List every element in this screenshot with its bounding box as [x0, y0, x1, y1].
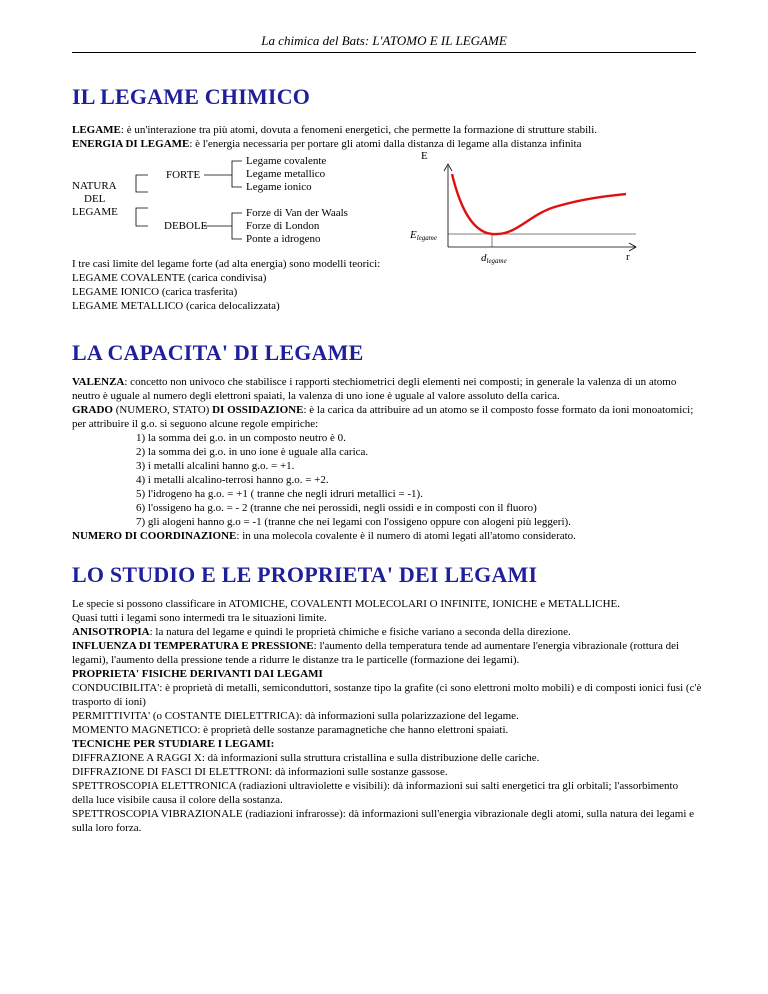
rule-item: 7) gli alogeni hanno g.o = -1 (tranne che nei legami con l'ossigeno oppure con alogeni più leggeri).	[136, 516, 571, 528]
rule-item: 3) i metalli alcalini hanno g.o. = +1.	[136, 460, 295, 472]
def-energia-legame: : è l'energia necessaria per portare gli atomi dalla distanza di legame alla distanza infinita	[189, 138, 582, 150]
section-title-legame-chimico: IL LEGAME CHIMICO	[72, 84, 311, 109]
tree-weak-item: Ponte a idrogeno	[246, 233, 321, 245]
capacity-block	[72, 375, 702, 543]
definitions-block	[72, 123, 702, 151]
rule-item: 4) i metalli alcalino-terrosi hanno g.o. = +2.	[136, 474, 329, 486]
def-influenza: : l'aumento della temperatura tende ad aumentare l'energia vibrazionale (rottura dei legami), l'aumento della pressione tende a ridurre le distanze tra le particelle (formazione dei legami).	[72, 640, 680, 666]
limit-line: LEGAME IONICO (carica trasferita)	[72, 286, 238, 298]
def-valenza: : concetto non univoco che stabilisce i rapporti stechiometrici degli elementi nei composti; in generale la valenza di un atomo neutro è uguale al numero degli elettroni spaiati, la valenza di uno ione è uguale al valore assoluto della carica.	[72, 376, 677, 402]
term-legame: LEGAME	[72, 124, 121, 136]
term-anisotropia: ANISOTROPIA	[72, 626, 150, 638]
rule-item: 5) l'idrogeno ha g.o. = +1 ( tranne che negli idruri metallici = -1).	[136, 488, 423, 500]
technique-line: SPETTROSCOPIA VIBRAZIONALE (radiazioni infrarosse): dà informazioni sull'energia vibrazionale degli atomi, sulla natura dei legami e sulla loro forza.	[72, 808, 695, 834]
rule-item: 1) la somma dei g.o. in un composto neutro è 0.	[136, 432, 346, 444]
term-valenza: VALENZA	[72, 376, 125, 388]
rule-item: 2) la somma dei g.o. in uno ione è uguale alla carica.	[136, 446, 369, 458]
tree-branch-weak: DEBOLE	[164, 220, 208, 232]
term-influenza: INFLUENZA DI TEMPERATURA E PRESSIONE	[72, 640, 314, 652]
tree-strong-item: Legame ionico	[246, 181, 312, 193]
bond-nature-tree	[72, 150, 392, 250]
energy-distance-graph	[408, 152, 648, 270]
page-header: La chimica del Bats: L'ATOMO E IL LEGAME	[72, 33, 696, 53]
technique-line: SPETTROSCOPIA ELETTRONICA (radiazioni ultraviolette e visibili): dà informazioni sui salti energetici tra gli orbitali; l'assorbimento della luce visibile causa il colore della sostanza.	[72, 780, 679, 806]
limit-cases-block	[72, 257, 702, 313]
section-title-capacita-legame: LA CAPACITA' DI LEGAME	[72, 340, 364, 365]
rule-item: 6) l'ossigeno ha g.o. = - 2 (tranne che nei perossidi, negli ossidi e in composti con il fluoro)	[136, 502, 537, 514]
term-ossidazione: DI OSSIDAZIONE	[212, 404, 304, 416]
tree-root-line3: LEGAME	[72, 206, 118, 218]
def-anisotropia: : la natura del legame e quindi le proprietà chimiche e fisiche variano a seconda della direzione.	[149, 626, 571, 638]
tree-weak-item: Forze di Van der Waals	[246, 207, 348, 219]
tree-weak-item: Forze di London	[246, 220, 320, 232]
heading-tecniche: TECNICHE PER STUDIARE I LEGAMI	[72, 738, 271, 750]
energy-legame-label: $E_{legame}$	[410, 229, 437, 242]
technique-line: DIFFRAZIONE DI FASCI DI ELETTRONI: dà informazioni sulle sostanze gassose.	[72, 766, 448, 778]
grado-mid: (NUMERO, STATO)	[112, 404, 213, 416]
property-line: CONDUCIBILITA': è proprietà di metalli, semiconduttori, sostanze tipo la grafite (ci sono elettroni molto mobili) e di composti ionici fusi (c'è trasporto di ioni)	[72, 682, 702, 708]
heading-proprieta-fisiche: PROPRIETA' FISICHE DERIVANTI DAI LEGAMI	[72, 668, 323, 680]
tree-strong-item: Legame metallico	[246, 168, 326, 180]
distance-legame-label: $d_{legame}$	[481, 252, 507, 265]
tree-branch-strong: FORTE	[166, 169, 201, 181]
limit-line: I tre casi limite del legame forte (ad alta energia) sono modelli teorici:	[72, 258, 381, 270]
tree-root-line2: DEL	[84, 193, 106, 205]
section-title-studio-proprieta: LO STUDIO E LE PROPRIETA' DEI LEGAMI	[72, 562, 538, 587]
property-line: MOMENTO MAGNETICO: è proprietà delle sostanze paramagnetiche che hanno elettroni spaiati.	[72, 724, 509, 736]
study-line: Quasi tutti i legami sono intermedi tra le situazioni limite.	[72, 612, 327, 624]
def-coordinazione: : in una molecola covalente è il numero di atomi legati all'atomo considerato.	[236, 530, 576, 542]
study-block: Le specie si possono classificare in ATOMICHE, COVALENTI MOLECOLARI O INFINITE, IONICHE e METALLICHE. Quasi tutti i legami sono intermedi tra le situazioni limite. ANISOTROPIA: la natura del legame e quindi le proprietà chimiche e fisiche variano a seconda della direzione. INFLUENZA DI TEMPERATURA E PRESSIONE: l'aumento della temperatura tende ad aumentare l'energia vibrazionale (rottura dei legami), l'aumento della pressione tende a ridurre le distanze tra le particelle (formazione dei legami). PROPRIETA' FISICHE DERIVANTI DAI LEGAMI CONDUCIBILITA': è proprietà di metalli, semiconduttori, sostanze tipo la grafite (ci sono elettroni molto mobili) e di composti ionici fusi (c'è trasporto di ioni) PERMITTIVITA' (o COSTANTE DIELETTRICA): dà informazioni sulla polarizzazione del legame. MOMENTO MAGNETICO: è proprietà delle sostanze paramagnetiche che hanno elettroni spaiati. TECNICHE PER STUDIARE I LEGAMI: DIFFRAZIONE A RAGGI X: dà informazioni sulla struttura cristallina e sulla distribuzione delle cariche. DIFFRAZIONE DI FASCI DI ELETTRONI: dà informazioni sulle sostanze gassose. SPETTROSCOPIA ELETTRONICA (radiazioni ultraviolette e visibili): dà informazioni sui salti energetici tra gli orbitali; l'assorbimento della luce visibile causa il colore della sostanza. SPETTROSCOPIA VIBRAZIONALE (radiazioni infrarosse): dà informazioni sull'energia vibrazionale degli atomi, sulla natura dei legami e sulla loro forza.	[72, 598, 702, 834]
tree-root-line1: NATURA	[72, 180, 117, 192]
def-legame: : è un'interazione tra più atomi, dovuta a fenomeni energetici, che permette la formazione di strutture stabili.	[120, 124, 598, 136]
tree-strong-item: Legame covalente	[246, 155, 327, 167]
study-line: Le specie si possono classificare in ATOMICHE, COVALENTI MOLECOLARI O INFINITE, IONICHE e METALLICHE.	[72, 598, 621, 610]
term-energia-legame: ENERGIA DI LEGAME	[72, 138, 190, 150]
energy-curve	[452, 174, 626, 234]
energy-curve-plot	[408, 152, 648, 270]
x-axis-label: r	[626, 251, 630, 263]
def-grado: : è la carica da attribuire ad un atomo se il composto fosse formato da ioni monoatomici; per attribuire il g.o. si seguono alcune regole empiriche:	[72, 404, 694, 430]
y-axis-label: E	[421, 150, 428, 162]
limit-line: LEGAME METALLICO (carica delocalizzata)	[72, 300, 280, 312]
tree-connectors	[72, 150, 392, 250]
property-line: PERMITTIVITA' (o COSTANTE DIELETTRICA): dà informazioni sulla polarizzazione del legame.	[72, 710, 519, 722]
term-coordinazione: NUMERO DI COORDINAZIONE	[72, 530, 237, 542]
technique-line: DIFFRAZIONE A RAGGI X: dà informazioni sulla struttura cristallina e sulla distribuzione delle cariche.	[72, 752, 540, 764]
term-grado: GRADO	[72, 404, 113, 416]
limit-line: LEGAME COVALENTE (carica condivisa)	[72, 272, 267, 284]
